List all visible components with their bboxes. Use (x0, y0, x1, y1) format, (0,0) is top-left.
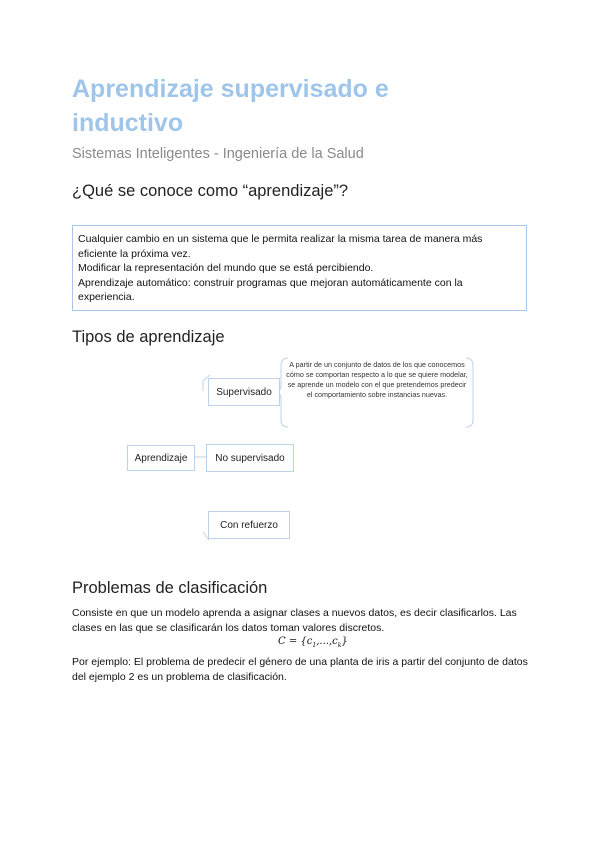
ejemplo-paragraph: Por ejemplo: El problema de predecir el género de una planta de iris a partir del conjunto de datos del ejemplo 2 es un problema de clasificación. (72, 656, 528, 683)
supervisado-description: A partir de un conjunto de datos de los que conocemos cómo se comportan respecto a lo que se quiere modelar, se aprende un modelo con el que pretendemos predecir el comportamiento sobre instancias nuevas. (286, 360, 468, 399)
document-subtitle: Sistemas Inteligentes - Ingeniería de la Salud (72, 146, 364, 162)
formula-close: } (341, 636, 348, 647)
clasificacion-paragraph: Consiste en que un modelo aprenda a asignar clases a nuevos datos, es decir clasificarlos. Las clases en las que se clasificarán los datos toman valores discretos. (72, 607, 517, 634)
diagram-node-supervisado: Supervisado (208, 378, 280, 406)
formula-mid: ,...,c (316, 636, 338, 647)
heading-que-es-aprendizaje: ¿Qué se conoce como “aprendizaje”? (72, 182, 349, 200)
diagram-node-no-supervisado: No supervisado (206, 444, 294, 472)
diagram-node-con-refuerzo: Con refuerzo (208, 511, 290, 539)
formula-eq: = (288, 636, 298, 647)
heading-tipos-aprendizaje: Tipos de aprendizaje (72, 328, 225, 346)
callout-line: Cualquier cambio en un sistema que le permita realizar la misma tarea de manera más eficiente la próxima vez. (78, 233, 483, 260)
formula-lhs: C (278, 636, 286, 647)
class-set-formula (278, 636, 348, 649)
formula-open: {c (300, 636, 313, 647)
formula-sub-k: k (337, 642, 342, 649)
heading-problemas-clasificacion: Problemas de clasificación (72, 579, 268, 597)
formula-sub-1: 1 (312, 642, 317, 649)
callout-line: Aprendizaje automático: construir programas que mejoran automáticamente con la experiencia. (78, 276, 463, 304)
document-title: Aprendizaje supervisado e inductivo (72, 75, 389, 137)
callout-line: Modificar la representación del mundo que se está percibiendo. (78, 262, 374, 275)
diagram-node-aprendizaje: Aprendizaje (127, 445, 195, 471)
